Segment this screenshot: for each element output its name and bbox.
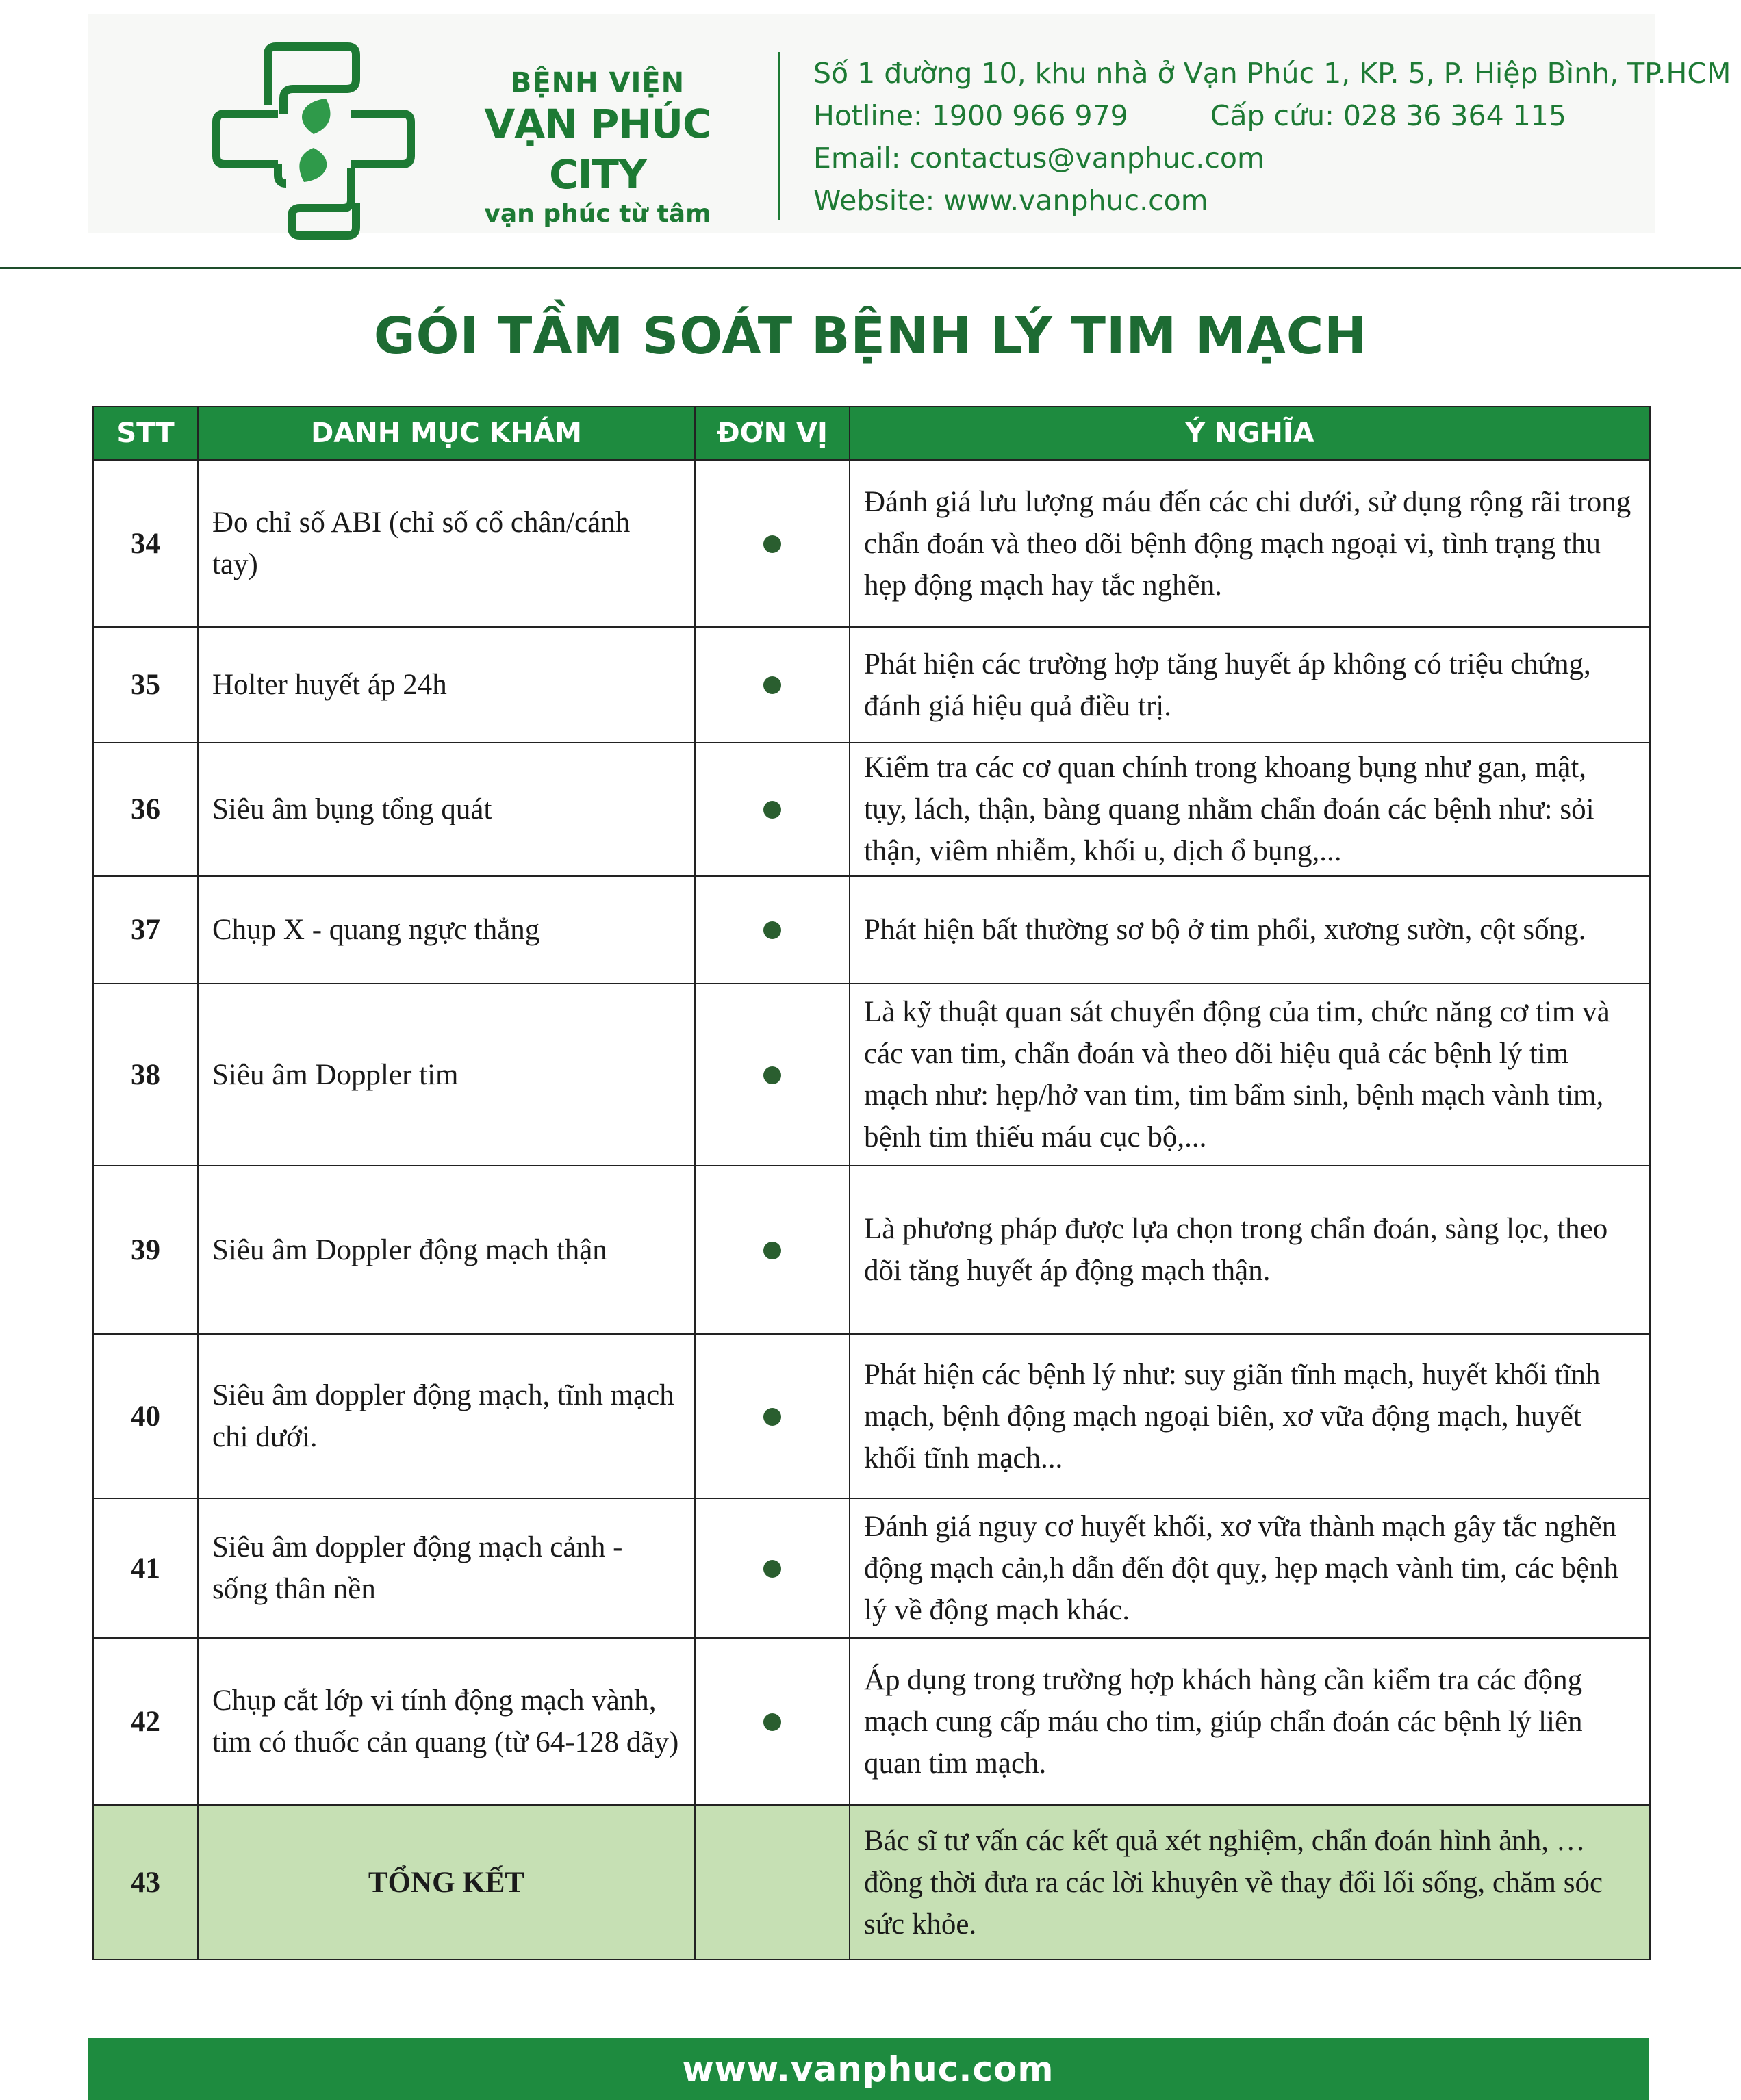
- table-row: [93, 1498, 1650, 1638]
- address-text: Số 1 đường 10, khu nhà ở Vạn Phúc 1, KP. 5, P. Hiệp Bình, TP.HCM: [813, 57, 1731, 90]
- hospital-cross-logo-icon: [211, 38, 416, 244]
- row-item: Siêu âm bụng tổng quát: [198, 743, 695, 876]
- total-label: TỔNG KẾT: [198, 1805, 695, 1960]
- bullet-icon: [763, 801, 781, 819]
- row-unit: [695, 1334, 850, 1498]
- hospital-brand: [430, 67, 765, 228]
- table-header-row: [93, 407, 1650, 460]
- bullet-icon: [763, 535, 781, 553]
- row-unit: [695, 1638, 850, 1805]
- row-meaning: Kiểm tra các cơ quan chính trong khoang bụng như gan, mật, tụy, lách, thận, bàng quang nhằm chẩn đoán các bệnh như: sỏi thận, viêm nhiễm, khối u, dịch ổ bụng,...: [850, 743, 1650, 876]
- row-meaning: Áp dụng trong trường hợp khách hàng cần kiểm tra các động mạch cung cấp máu cho tim, giúp chẩn đoán các bệnh lý liên quan tim mạch.: [850, 1638, 1650, 1805]
- row-meaning: Phát hiện bất thường sơ bộ ở tim phổi, xương sườn, cột sống.: [850, 876, 1650, 984]
- screening-table: [92, 406, 1651, 1960]
- table-row: [93, 1638, 1650, 1805]
- table-row: [93, 743, 1650, 876]
- total-row: [93, 1805, 1650, 1960]
- brand-name: VẠN PHÚC CITY: [484, 101, 711, 198]
- contact-info: [813, 52, 1731, 222]
- total-unit: [695, 1805, 850, 1960]
- row-stt: 38: [93, 984, 198, 1166]
- row-unit: [695, 984, 850, 1166]
- row-meaning: Đánh giá nguy cơ huyết khối, xơ vữa thành mạch gây tắc nghẽn động mạch cản,h dẫn đến đột quỵ, hẹp mạch vành tim, các bệnh lý về động mạch khác.: [850, 1498, 1650, 1638]
- row-item: Siêu âm Doppler tim: [198, 984, 695, 1166]
- row-stt: 42: [93, 1638, 198, 1805]
- row-item: Siêu âm doppler động mạch cảnh - sống thân nền: [198, 1498, 695, 1638]
- hotline-text: Hotline: 1900 966 979: [813, 99, 1128, 132]
- bullet-icon: [763, 1408, 781, 1426]
- row-item: Đo chỉ số ABI (chỉ số cổ chân/cánh tay): [198, 460, 695, 627]
- bullet-icon: [763, 1242, 781, 1259]
- table-row: [93, 876, 1650, 984]
- table-row: [93, 460, 1650, 627]
- row-unit: [695, 1498, 850, 1638]
- total-meaning: Bác sĩ tư vấn các kết quả xét nghiệm, chẩn đoán hình ảnh, … đồng thời đưa ra các lời khuyên về thay đổi lối sống, chăm sóc sức khỏe.: [850, 1805, 1650, 1960]
- row-item: Chụp cắt lớp vi tính động mạch vành, tim có thuốc cản quang (từ 64-128 dãy): [198, 1638, 695, 1805]
- table-row: [93, 627, 1650, 743]
- header-meaning: Ý NGHĨA: [850, 407, 1650, 460]
- emergency-text: Cấp cứu: 028 36 364 115: [1210, 99, 1566, 132]
- row-item: Siêu âm doppler động mạch, tĩnh mạch chi dưới.: [198, 1334, 695, 1498]
- header-divider: [778, 52, 780, 220]
- row-unit: [695, 1166, 850, 1334]
- footer-website[interactable]: www.vanphuc.com: [88, 2038, 1649, 2100]
- table-row: [93, 1334, 1650, 1498]
- row-meaning: Phát hiện các bệnh lý như: suy giãn tĩnh mạch, huyết khối tĩnh mạch, bệnh động mạch ngoại biên, xơ vữa động mạch, huyết khối tĩnh mạch...: [850, 1334, 1650, 1498]
- row-meaning: Đánh giá lưu lượng máu đến các chi dưới, sử dụng rộng rãi trong chẩn đoán và theo dõi bệnh động mạch ngoại vi, tình trạng thu hẹp động mạch hay tắc nghẽn.: [850, 460, 1650, 627]
- header-stt: STT: [93, 407, 198, 460]
- bullet-icon: [763, 1066, 781, 1084]
- row-stt: 35: [93, 627, 198, 743]
- row-stt: 40: [93, 1334, 198, 1498]
- row-item: Siêu âm Doppler động mạch thận: [198, 1166, 695, 1334]
- row-meaning: Phát hiện các trường hợp tăng huyết áp không có triệu chứng, đánh giá hiệu quả điều trị.: [850, 627, 1650, 743]
- row-meaning: Là phương pháp được lựa chọn trong chẩn đoán, sàng lọc, theo dõi tăng huyết áp động mạch thận.: [850, 1166, 1650, 1334]
- row-unit: [695, 743, 850, 876]
- row-unit: [695, 876, 850, 984]
- row-stt: 37: [93, 876, 198, 984]
- header-item: DANH MỤC KHÁM: [198, 407, 695, 460]
- bullet-icon: [763, 921, 781, 939]
- row-stt: 39: [93, 1166, 198, 1334]
- bullet-icon: [763, 676, 781, 694]
- table-row: [93, 984, 1650, 1166]
- letterhead: [88, 14, 1731, 233]
- row-item: Holter huyết áp 24h: [198, 627, 695, 743]
- brand-slogan: vạn phúc từ tâm: [484, 200, 711, 228]
- email-text[interactable]: Email: contactus@vanphuc.com: [813, 142, 1265, 175]
- brand-line-1: BỆNH VIỆN: [510, 67, 685, 99]
- row-unit: [695, 627, 850, 743]
- total-stt: 43: [93, 1805, 198, 1960]
- website-text[interactable]: Website: www.vanphuc.com: [813, 184, 1208, 217]
- row-stt: 34: [93, 460, 198, 627]
- table-row: [93, 1166, 1650, 1334]
- row-meaning: Là kỹ thuật quan sát chuyển động của tim, chức năng cơ tim và các van tim, chẩn đoán và theo dõi hiệu quả các bệnh lý tim mạch như: hẹp/hở van tim, tim bẩm sinh, bệnh mạch vành tim, bệnh tim thiếu máu cục bộ,...: [850, 984, 1650, 1166]
- bullet-icon: [763, 1713, 781, 1731]
- row-unit: [695, 460, 850, 627]
- row-stt: 36: [93, 743, 198, 876]
- row-stt: 41: [93, 1498, 198, 1638]
- header-rule: [0, 267, 1741, 269]
- bullet-icon: [763, 1560, 781, 1578]
- header-unit: ĐƠN VỊ: [695, 407, 850, 460]
- row-item: Chụp X - quang ngực thẳng: [198, 876, 695, 984]
- page-title: GÓI TẦM SOÁT BỆNH LÝ TIM MẠCH: [373, 307, 1368, 366]
